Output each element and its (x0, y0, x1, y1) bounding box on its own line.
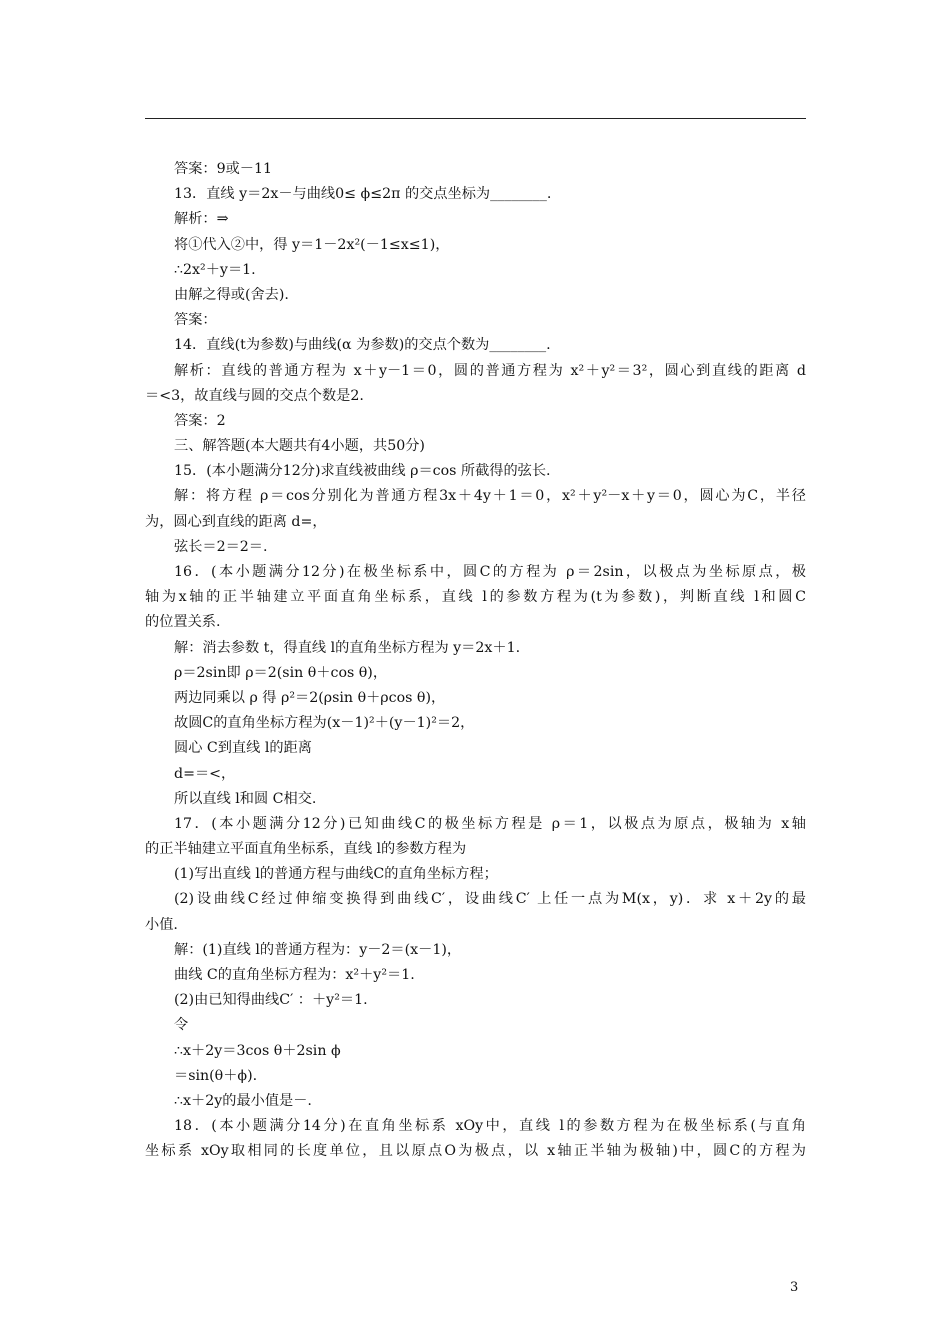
text-line: 解析：直线的普通方程为 x＋y－1＝0，圆的普通方程为 x²＋y²＝3²，圆心到直线的距离 d (174, 362, 806, 379)
text-line: 将①代入②中，得 y＝1－2x²(－1≤x≤1)， (174, 236, 450, 253)
text-line: 解：(1)直线 l的普通方程为：y－2＝(x－1)， (174, 941, 462, 958)
header-rule (145, 118, 806, 119)
text-line: 所以直线 l和圆 C相交. (174, 790, 317, 807)
text-line: 17．(本小题满分12分)已知曲线C的极坐标方程是 ρ＝1，以极点为原点，极轴为 x轴 (174, 815, 806, 832)
text-line: (2)由已知得曲线C′ ：＋y²＝1. (174, 992, 368, 1009)
text-line: ∴x＋2y＝3cos θ＋2sin ϕ (174, 1042, 341, 1059)
text-line: 两边同乘以 ρ 得 ρ²＝2(ρsin θ＋ρcos θ)， (174, 689, 446, 706)
text-line: ρ＝2sin即 ρ＝2(sin θ＋cos θ)， (174, 664, 388, 681)
text-line: d=＝<， (174, 765, 236, 782)
text-line: 曲线 C的直角坐标方程为：x²＋y²＝1. (174, 967, 415, 983)
text-line: (2)设曲线C经过伸缩变换得到曲线C′，设曲线C′ 上任一点为M(x，y)．求 x＋2y的最 (174, 891, 806, 908)
text-line: 故圆C的直角坐标方程为(x－1)²＋(y－1)²＝2， (174, 715, 475, 732)
text-line: 坐标系 xOy取相同的长度单位，且以原点O为极点，以 x轴正半轴为极轴)中，圆C的方程为 (145, 1143, 806, 1160)
text-line: 13．直线 y＝2x－与曲线0≤ ϕ≤2π 的交点坐标为________. (174, 186, 552, 203)
text-line: 由解之得或(舍去). (174, 286, 289, 303)
text-line: 14．直线(t为参数)与曲线(α 为参数)的交点个数为________. (174, 337, 551, 354)
text-line: ＝sin(θ＋ϕ). (174, 1067, 258, 1084)
text-line: 为，圆心到直线的距离 d=， (145, 513, 327, 530)
text-line: 答案： (174, 312, 217, 329)
page-number: 3 (790, 1280, 799, 1295)
text-line: 解：将方程 ρ＝cos分别化为普通方程3x＋4y＋1＝0，x²＋y²－x＋y＝0，圆心为C，半径 (174, 488, 806, 505)
text-line: 答案：9或－11 (174, 161, 273, 177)
text-line: 的正半轴建立平面直角坐标系，直线 l的参数方程为 (145, 841, 467, 858)
text-line: ＝<3，故直线与圆的交点个数是2. (145, 387, 364, 404)
text-line: 三、解答题(本大题共有4小题，共50分) (174, 438, 425, 455)
text-line: (1)写出直线 l的普通方程与曲线C的直角坐标方程； (174, 866, 498, 883)
text-line: 答案：2 (174, 412, 226, 429)
text-line: 轴为x轴的正半轴建立平面直角坐标系，直线 l的参数方程为(t为参数)，判断直线 l和圆C (145, 589, 806, 606)
text-line: 弦长＝2＝2＝. (174, 538, 268, 555)
text-line: 解：消去参数 t，得直线 l的直角坐标方程为 y＝2x＋1. (174, 639, 521, 656)
text-line: 的位置关系. (145, 614, 221, 631)
text-line: ∴x＋2y的最小值是－. (174, 1092, 312, 1109)
text-line: 18．(本小题满分14分)在直角坐标系 xOy中，直线 l的参数方程为在极坐标系(与直角 (174, 1118, 806, 1135)
text-line: 解析：⇒ (174, 211, 229, 228)
text-line: 小值. (145, 916, 178, 933)
text-line: 15．(本小题满分12分)求直线被曲线 ρ＝cos 所截得的弦长. (174, 463, 551, 480)
text-line: ∴2x²＋y＝1. (174, 261, 256, 278)
text-line: 圆心 C到直线 l的距离 (174, 740, 312, 757)
document-body (145, 157, 806, 1165)
text-line: 16．(本小题满分12分)在极坐标系中，圆C的方程为 ρ＝2sin，以极点为坐标原点，极 (174, 564, 806, 580)
text-line: 令 (174, 1017, 189, 1034)
